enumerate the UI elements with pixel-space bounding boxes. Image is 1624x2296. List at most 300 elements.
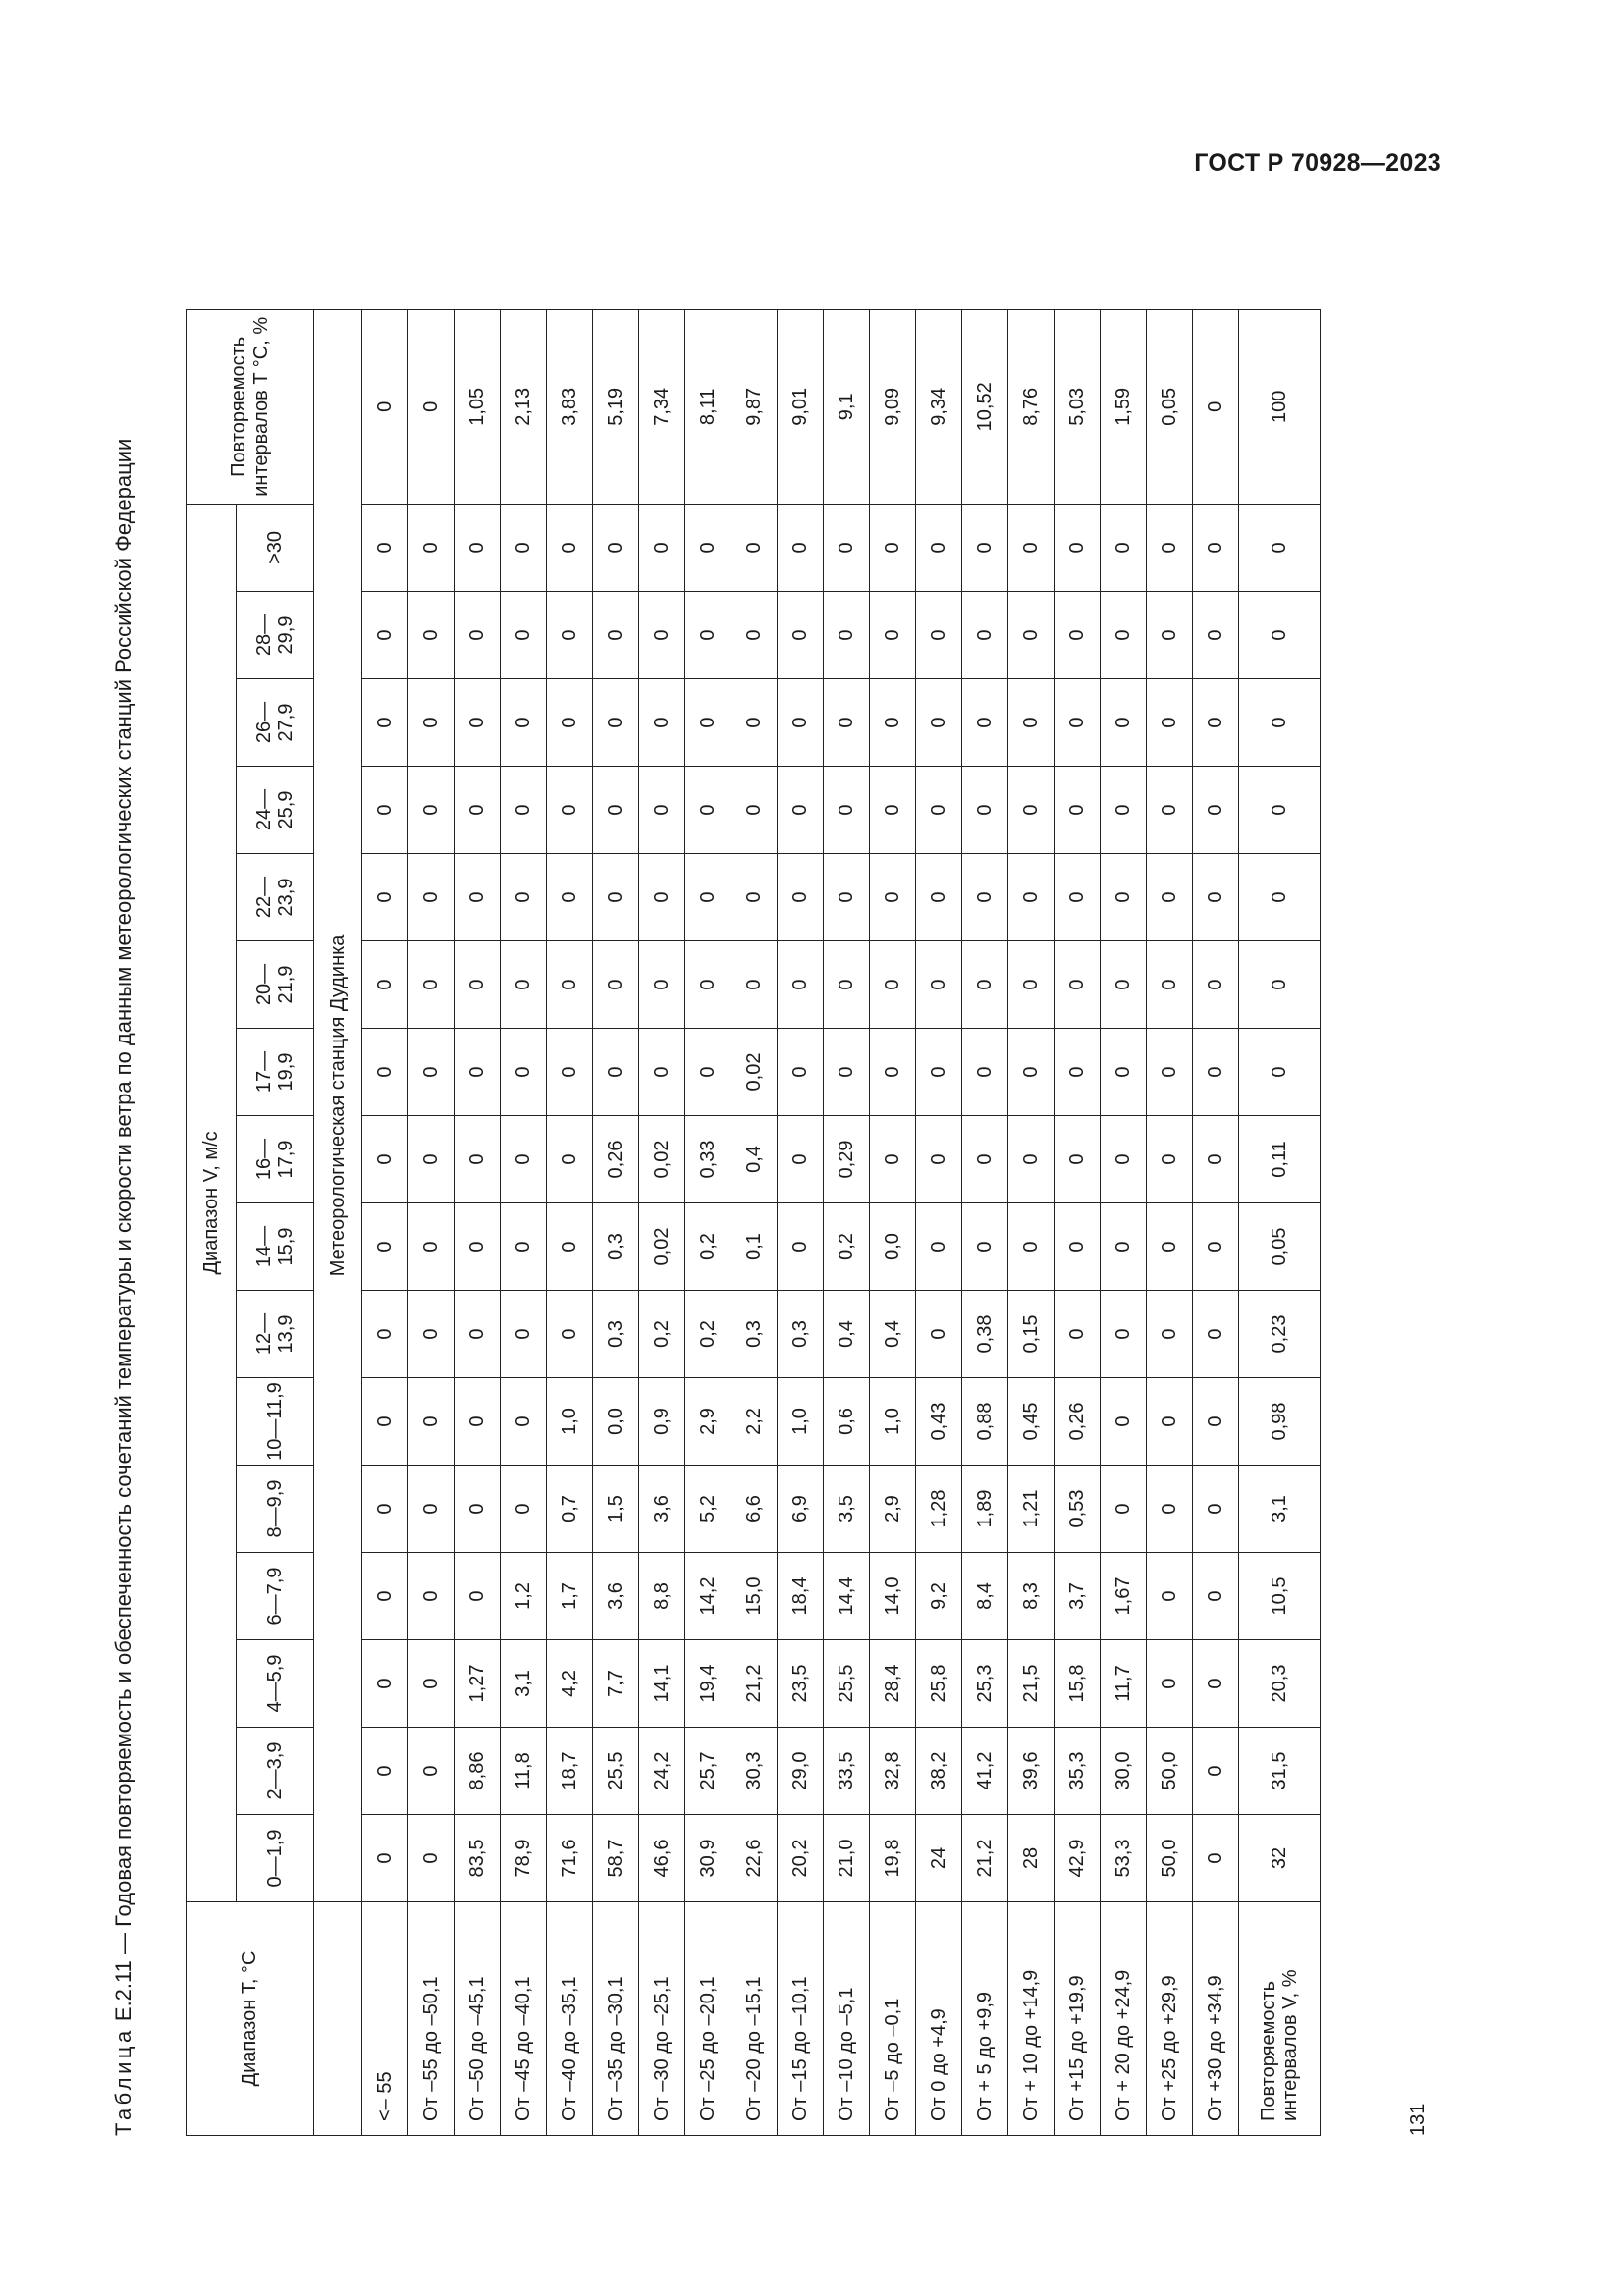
table-cell: 0,1 (731, 1203, 778, 1291)
table-cell: 7,7 (593, 1640, 639, 1728)
repeatability-cell: 0 (408, 309, 455, 504)
table-cell: 0 (916, 504, 962, 591)
table-cell: 8,86 (455, 1728, 501, 1815)
table-cell: 0 (778, 1029, 824, 1116)
table-cell: 0 (547, 854, 593, 941)
table-cell: 32,8 (870, 1728, 916, 1815)
table-cell: 0 (1101, 592, 1147, 679)
table-caption (109, 310, 138, 2136)
table-cell: 0 (1147, 679, 1193, 767)
temp-range-label: От –10 до –5,1 (824, 1902, 870, 2136)
table-cell: 0 (778, 592, 824, 679)
table-cell: 35,3 (1055, 1728, 1101, 1815)
table-cell: 0 (455, 1116, 501, 1203)
speed-column-header: 17—19,9 (237, 1029, 314, 1116)
table-cell: 0 (455, 1203, 501, 1291)
table-cell: 0 (408, 1116, 455, 1203)
header-row-2 (237, 309, 314, 2135)
table-cell: 0 (778, 679, 824, 767)
table-cell: 0 (547, 1029, 593, 1116)
table-cell: 21,2 (962, 1815, 1008, 1902)
table-cell: 0 (455, 1291, 501, 1378)
table-cell: 0 (362, 1553, 408, 1640)
table-row (1147, 309, 1193, 2135)
table-cell: 14,4 (824, 1553, 870, 1640)
table-cell: 6,6 (731, 1466, 778, 1553)
speed-column-header: 4—5,9 (237, 1640, 314, 1728)
table-cell: 0 (824, 854, 870, 941)
table-cell: 0,38 (962, 1291, 1008, 1378)
repeatability-cell: 1,59 (1101, 309, 1147, 504)
table-cell: 0 (916, 1203, 962, 1291)
table-cell: 0 (824, 767, 870, 854)
table-cell: 0 (1147, 1378, 1193, 1466)
table-cell: 3,5 (824, 1466, 870, 1553)
table-cell: 0 (1193, 1815, 1239, 1902)
table-cell: 0 (455, 1378, 501, 1466)
table-cell: 8,8 (639, 1553, 685, 1640)
table-cell: 0 (593, 1029, 639, 1116)
repeatability-cell: 5,19 (593, 309, 639, 504)
table-cell: 0 (1101, 1116, 1147, 1203)
table-cell: 11,7 (1101, 1640, 1147, 1728)
total-cell: 3,1 (1239, 1466, 1321, 1553)
table-cell: 0 (1193, 1466, 1239, 1553)
table-cell: 0 (1193, 767, 1239, 854)
table-cell: 25,5 (593, 1728, 639, 1815)
table-cell: 0 (1008, 504, 1055, 591)
table-cell: 11,8 (501, 1728, 547, 1815)
table-cell: 0,3 (731, 1291, 778, 1378)
table-cell: 25,7 (685, 1728, 731, 1815)
table-cell: 2,2 (731, 1378, 778, 1466)
speed-column-header: 10—11,9 (237, 1378, 314, 1466)
repeatability-cell: 2,13 (501, 309, 547, 504)
table-cell: 1,0 (870, 1378, 916, 1466)
table-cell: 0 (362, 1029, 408, 1116)
table-cell: 24,2 (639, 1728, 685, 1815)
table-cell: 0 (362, 1116, 408, 1203)
table-cell: 2,9 (685, 1378, 731, 1466)
table-cell: 24 (916, 1815, 962, 1902)
rotated-page-content (101, 310, 1574, 2136)
table-cell: 0 (1008, 854, 1055, 941)
repeatability-cell: 3,83 (547, 309, 593, 504)
station-row-blank (314, 1902, 362, 2136)
table-cell: 25,5 (824, 1640, 870, 1728)
table-cell: 0 (593, 679, 639, 767)
table-cell: 0 (639, 767, 685, 854)
table-cell: 25,8 (916, 1640, 962, 1728)
table-cell: 29,0 (778, 1728, 824, 1815)
table-cell: 0 (362, 592, 408, 679)
table-cell: 0 (362, 854, 408, 941)
table-cell: 0 (1008, 679, 1055, 767)
table-cell: 0 (455, 504, 501, 591)
table-cell: 0 (547, 1203, 593, 1291)
table-cell: 0 (685, 941, 731, 1029)
table-cell: 0 (916, 854, 962, 941)
temp-range-label: От –20 до –15,1 (731, 1902, 778, 2136)
table-cell: 0 (916, 1116, 962, 1203)
table-cell: 50,0 (1147, 1815, 1193, 1902)
total-cell: 10,5 (1239, 1553, 1321, 1640)
table-cell: 18,4 (778, 1553, 824, 1640)
table-cell: 0 (1147, 1291, 1193, 1378)
temp-range-label: От –5 до –0,1 (870, 1902, 916, 2136)
table-cell: 39,6 (1008, 1728, 1055, 1815)
table-cell: 0 (731, 679, 778, 767)
table-cell: 0,02 (639, 1116, 685, 1203)
table-cell: 0 (1055, 1291, 1101, 1378)
table-cell: 0 (639, 679, 685, 767)
table-cell: 0,4 (870, 1291, 916, 1378)
table-cell: 0 (1193, 1378, 1239, 1466)
table-cell: 0 (547, 679, 593, 767)
table-cell: 6,9 (778, 1466, 824, 1553)
table-cell: 0,7 (547, 1466, 593, 1553)
table-cell: 0 (1193, 1728, 1239, 1815)
table-cell: 0 (362, 767, 408, 854)
table-cell: 15,0 (731, 1553, 778, 1640)
table-cell: 0 (1008, 941, 1055, 1029)
temp-range-label: От –30 до –25,1 (639, 1902, 685, 2136)
table-cell: 0,6 (824, 1378, 870, 1466)
temp-range-label: От + 5 до +9,9 (962, 1902, 1008, 2136)
temp-range-label: От +15 до +19,9 (1055, 1902, 1101, 2136)
table-cell: 0 (916, 1029, 962, 1116)
total-cell: 32 (1239, 1815, 1321, 1902)
table-cell: 1,2 (501, 1553, 547, 1640)
table-cell: 3,6 (593, 1553, 639, 1640)
table-cell: 0 (455, 1553, 501, 1640)
table-cell: 0 (547, 504, 593, 591)
table-row (1193, 309, 1239, 2135)
table-cell: 0 (962, 679, 1008, 767)
table-cell: 14,0 (870, 1553, 916, 1640)
temp-range-label: <– 55 (362, 1902, 408, 2136)
repeatability-cell: 0 (1193, 309, 1239, 504)
table-cell: 0 (455, 1029, 501, 1116)
table-cell: 0 (1101, 1378, 1147, 1466)
total-row (1239, 309, 1321, 2135)
table-row (639, 309, 685, 2135)
total-cell: 0,98 (1239, 1378, 1321, 1466)
table-cell: 0 (824, 504, 870, 591)
wind-temperature-table (186, 309, 1321, 2136)
table-cell: 0 (916, 1291, 962, 1378)
table-cell: 0 (824, 941, 870, 1029)
table-cell: 0 (870, 767, 916, 854)
table-row (547, 309, 593, 2135)
table-cell: 0 (1101, 941, 1147, 1029)
temp-range-label: От –50 до –45,1 (455, 1902, 501, 2136)
table-cell: 0 (962, 854, 1008, 941)
table-cell: 0 (1055, 941, 1101, 1029)
temp-range-label: От –45 до –40,1 (501, 1902, 547, 2136)
table-cell: 3,6 (639, 1466, 685, 1553)
table-cell: 0 (1193, 1203, 1239, 1291)
table-cell: 30,0 (1101, 1728, 1147, 1815)
table-cell: 0 (455, 1466, 501, 1553)
table-cell: 0 (408, 1029, 455, 1116)
table-cell: 0 (731, 504, 778, 591)
table-cell: 0 (501, 1466, 547, 1553)
temp-range-label: От 0 до +4,9 (916, 1902, 962, 2136)
table-cell: 0 (731, 941, 778, 1029)
table-cell: 0 (870, 1029, 916, 1116)
table-cell: 19,8 (870, 1815, 916, 1902)
table-cell: 20,2 (778, 1815, 824, 1902)
table-cell: 25,3 (962, 1640, 1008, 1728)
total-cell: 0,23 (1239, 1291, 1321, 1378)
table-cell: 0 (778, 504, 824, 591)
table-cell: 0,43 (916, 1378, 962, 1466)
table-cell: 0 (501, 504, 547, 591)
table-cell: 1,67 (1101, 1553, 1147, 1640)
table-cell: 0 (362, 1815, 408, 1902)
table-cell: 1,7 (547, 1553, 593, 1640)
table-cell: 0 (870, 679, 916, 767)
station-row (314, 309, 362, 2135)
table-cell: 3,1 (501, 1640, 547, 1728)
total-cell: 20,3 (1239, 1640, 1321, 1728)
table-cell: 0 (639, 592, 685, 679)
table-cell: 21,0 (824, 1815, 870, 1902)
table-cell: 0 (1193, 1640, 1239, 1728)
table-cell: 0 (731, 767, 778, 854)
table-cell: 0 (685, 592, 731, 679)
table-cell: 0 (547, 592, 593, 679)
table-cell: 0 (593, 592, 639, 679)
table-cell: 0 (870, 854, 916, 941)
table-cell: 0 (731, 592, 778, 679)
table-cell: 0 (1055, 854, 1101, 941)
table-cell: 0 (408, 1553, 455, 1640)
table-cell: 0 (639, 504, 685, 591)
table-cell: 30,3 (731, 1728, 778, 1815)
table-cell: 0 (1193, 854, 1239, 941)
table-cell: 0 (1147, 1466, 1193, 1553)
temp-range-label: От –15 до –10,1 (778, 1902, 824, 2136)
temp-range-label: От –35 до –30,1 (593, 1902, 639, 2136)
table-cell: 0 (1055, 592, 1101, 679)
table-cell: 0,2 (824, 1203, 870, 1291)
table-cell: 0 (962, 1203, 1008, 1291)
table-cell: 0 (408, 767, 455, 854)
table-row (362, 309, 408, 2135)
table-cell: 8,3 (1008, 1553, 1055, 1640)
total-cell: 0 (1239, 941, 1321, 1029)
total-cell: 0 (1239, 854, 1321, 941)
table-cell: 0 (1101, 679, 1147, 767)
table-cell: 0 (1147, 1640, 1193, 1728)
repeatability-cell: 1,05 (455, 309, 501, 504)
table-cell: 0 (362, 1728, 408, 1815)
table-cell: 0,53 (1055, 1466, 1101, 1553)
table-cell: 33,5 (824, 1728, 870, 1815)
repeatability-cell: 9,09 (870, 309, 916, 504)
table-row (824, 309, 870, 2135)
table-cell: 0 (455, 941, 501, 1029)
table-row (962, 309, 1008, 2135)
table-cell: 0 (962, 592, 1008, 679)
table-cell: 71,6 (547, 1815, 593, 1902)
speed-column-header: 0—1,9 (237, 1815, 314, 1902)
table-cell: 0 (362, 679, 408, 767)
speed-column-header: 26—27,9 (237, 679, 314, 767)
caption-label: Таблица (111, 2027, 135, 2136)
table-cell: 0 (1193, 504, 1239, 591)
temp-range-label: От –55 до –50,1 (408, 1902, 455, 2136)
table-cell: 0 (362, 1203, 408, 1291)
table-cell: 0 (501, 1116, 547, 1203)
table-cell: 50,0 (1147, 1728, 1193, 1815)
table-row (870, 309, 916, 2135)
table-cell: 14,1 (639, 1640, 685, 1728)
table-cell: 0 (593, 941, 639, 1029)
speed-column-header: 22—23,9 (237, 854, 314, 941)
table-cell: 0 (685, 504, 731, 591)
table-cell: 42,9 (1055, 1815, 1101, 1902)
table-cell: 0 (1147, 767, 1193, 854)
repeatability-cell: 9,34 (916, 309, 962, 504)
table-cell: 0 (501, 1291, 547, 1378)
table-cell: 0,4 (731, 1116, 778, 1203)
table-cell: 0 (1101, 767, 1147, 854)
table-row (1055, 309, 1101, 2135)
table-cell: 0 (408, 1466, 455, 1553)
table-cell: 1,0 (778, 1378, 824, 1466)
table-cell: 0 (1147, 504, 1193, 591)
table-cell: 0 (962, 1029, 1008, 1116)
table-row (731, 309, 778, 2135)
table-cell: 0 (639, 854, 685, 941)
caption-number: Е.2.11 (111, 1960, 135, 2022)
table-cell: 21,5 (1008, 1640, 1055, 1728)
repeatability-cell: 9,87 (731, 309, 778, 504)
table-cell: 3,7 (1055, 1553, 1101, 1640)
table-cell: 0 (1193, 1553, 1239, 1640)
table-cell: 0 (408, 679, 455, 767)
table-cell: 0 (593, 504, 639, 591)
table-cell: 0 (962, 941, 1008, 1029)
standard-code: ГОСТ Р 70928—2023 (1194, 149, 1441, 177)
table-cell: 0 (408, 854, 455, 941)
speed-column-header: 28—29,9 (237, 592, 314, 679)
table-cell: 0 (362, 1466, 408, 1553)
page-number: 131 (1407, 2103, 1429, 2136)
speed-column-header: 20—21,9 (237, 941, 314, 1029)
table-cell: 0 (501, 592, 547, 679)
table-cell: 0 (408, 941, 455, 1029)
table-cell: 0 (1193, 679, 1239, 767)
table-cell: 0 (501, 679, 547, 767)
table-cell: 0 (1101, 1203, 1147, 1291)
table-cell: 0 (916, 592, 962, 679)
table-cell: 0,15 (1008, 1291, 1055, 1378)
table-row (916, 309, 962, 2135)
table-cell: 0 (1147, 1116, 1193, 1203)
total-cell: 0 (1239, 504, 1321, 591)
table-cell: 0 (547, 1116, 593, 1203)
caption-text: — Годовая повторяемость и обеспеченность сочетаний температуры и скорости ветра по данным метеорологических станций Российской Федерации (111, 438, 135, 1954)
table-cell: 0 (1147, 854, 1193, 941)
table-cell: 0 (501, 1203, 547, 1291)
table-cell: 0 (547, 1291, 593, 1378)
table-cell: 0,88 (962, 1378, 1008, 1466)
table-cell: 4,2 (547, 1640, 593, 1728)
speed-column-header: 14—15,9 (237, 1203, 314, 1291)
table-cell: 1,28 (916, 1466, 962, 1553)
table-cell: 0 (916, 767, 962, 854)
table-cell: 15,8 (1055, 1640, 1101, 1728)
table-cell: 0 (731, 854, 778, 941)
table-cell: 0 (501, 1029, 547, 1116)
table-cell: 0 (778, 854, 824, 941)
table-cell: 41,2 (962, 1728, 1008, 1815)
table-cell: 0 (778, 941, 824, 1029)
table-cell: 0 (962, 504, 1008, 591)
total-cell: 0 (1239, 1029, 1321, 1116)
table-cell: 22,6 (731, 1815, 778, 1902)
table-cell: 8,4 (962, 1553, 1008, 1640)
temp-range-label: От + 10 до +14,9 (1008, 1902, 1055, 2136)
table-cell: 0,02 (731, 1029, 778, 1116)
table-row (685, 309, 731, 2135)
speed-column-header: 24—25,9 (237, 767, 314, 854)
table-cell: 0 (1101, 504, 1147, 591)
table-cell: 0 (824, 592, 870, 679)
speed-column-header: >30 (237, 504, 314, 591)
table-cell: 0 (1055, 1203, 1101, 1291)
table-cell: 46,6 (639, 1815, 685, 1902)
table-cell: 0 (1101, 854, 1147, 941)
table-cell: 0 (593, 854, 639, 941)
table-cell: 0,45 (1008, 1378, 1055, 1466)
table-cell: 0 (362, 1291, 408, 1378)
table-cell: 0 (501, 854, 547, 941)
table-cell: 0 (1008, 767, 1055, 854)
table-cell: 0,26 (593, 1116, 639, 1203)
table-cell: 2,9 (870, 1466, 916, 1553)
table-cell: 0 (870, 941, 916, 1029)
table-cell: 0 (1055, 767, 1101, 854)
repeatability-cell: 7,34 (639, 309, 685, 504)
table-cell: 0 (685, 767, 731, 854)
speed-column-header: 8—9,9 (237, 1466, 314, 1553)
table-cell: 1,5 (593, 1466, 639, 1553)
table-row (501, 309, 547, 2135)
table-cell: 14,2 (685, 1553, 731, 1640)
repeatability-cell: 5,03 (1055, 309, 1101, 504)
total-cell: 31,5 (1239, 1728, 1321, 1815)
table-cell: 78,9 (501, 1815, 547, 1902)
table-cell: 0 (824, 1029, 870, 1116)
repeatability-cell: 0 (362, 309, 408, 504)
total-cell: 0 (1239, 679, 1321, 767)
table-cell: 0 (962, 1116, 1008, 1203)
table-cell: 0 (362, 504, 408, 591)
repeatability-cell: 8,76 (1008, 309, 1055, 504)
table-cell: 0 (1193, 592, 1239, 679)
temp-range-header: Диапазон T, °C (187, 1902, 314, 2136)
table-row (455, 309, 501, 2135)
repeatability-cell: 10,52 (962, 309, 1008, 504)
table-cell: 0 (593, 767, 639, 854)
table-cell: 0 (408, 504, 455, 591)
temp-range-label: От –40 до –35,1 (547, 1902, 593, 2136)
